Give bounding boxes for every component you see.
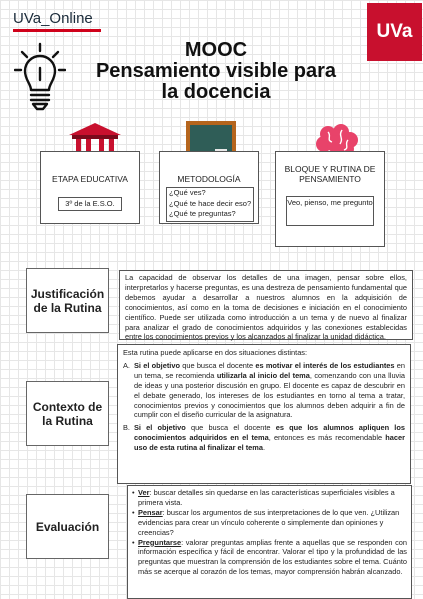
- item-a-bold-2: es motivar el interés de los estudiantes: [255, 360, 395, 370]
- metodologia-header: METODOLOGÍA: [177, 174, 241, 184]
- item-b-text-1: que busca el docente: [185, 423, 276, 433]
- item-a-text-2: en un tema, se recomienda: [134, 360, 406, 380]
- brand-name: UVa_Online: [13, 10, 93, 27]
- bloque-header: BLOQUE Y RUTINA DE PENSAMIENTO: [284, 164, 376, 184]
- item-b-text-3: .: [262, 443, 266, 453]
- title-line-2: Pensamiento visible para: [95, 60, 337, 82]
- item-b-bold-3: hacer uso de esta rutina al finalizar el tema: [134, 433, 406, 453]
- lightbulb-icon: [14, 42, 66, 114]
- contexto-text: [117, 344, 411, 484]
- item-a-bold-3: utilizarla al inicio del tema: [216, 370, 310, 380]
- text-ver: : buscar detalles sin quedarse en las características superficiales visibles a primera vista.: [138, 488, 395, 507]
- logo-text: UVa: [376, 21, 413, 42]
- justificacion-text: La capacidad de observar los detalles de una imagen, pensar sobre ellos, interpretarlos y hacerse preguntas, es una destreza de pensamiento fundamental que debemos ayudar a desarrollar a nuestros alumnos en la adquisición de conocimientos, así como en la toma de decisiones e iniciación en el conocimiento científico. Puede ser utilizada como introducción a un tema y de nuevo al finalizar para analizar el grado de conocimientos adquiridos y las conexiones establecidas entre los conocimientos previos y los alcanzados al finalizar la unidad didáctica.: [119, 270, 413, 340]
- title-line-1: MOOC: [184, 39, 248, 61]
- contexto-label: Contexto de la Rutina: [26, 381, 109, 446]
- page-title: [60, 40, 372, 103]
- question-2: ¿Qué te hace decir eso?: [169, 198, 252, 208]
- item-a-marker: A.: [123, 360, 130, 370]
- evaluacion-label: Evaluación: [26, 494, 109, 559]
- term-ver: Ver: [138, 488, 150, 497]
- bullet: •: [132, 488, 135, 497]
- metodologia-card: [159, 151, 259, 224]
- bullet: •: [132, 507, 135, 517]
- contexto-item-a: [123, 361, 405, 420]
- term-pensar: Pensar: [138, 507, 163, 517]
- evaluacion-item-ver: [132, 488, 407, 508]
- item-b-text-2: , entonces es más recomendable: [268, 433, 386, 443]
- bloque-card: [275, 151, 385, 247]
- term-preguntarse: Preguntarse: [138, 537, 182, 547]
- item-b-marker: B.: [123, 423, 130, 433]
- brand-underline: [13, 29, 101, 32]
- university-building-icon: [67, 121, 123, 155]
- evaluacion-item-preguntarse: [132, 538, 407, 578]
- evaluacion-text: [127, 485, 412, 599]
- question-3: ¿Qué te preguntas?: [169, 209, 236, 218]
- question-1: ¿Qué ves?: [169, 188, 206, 197]
- text-pensar: : buscar los argumentos de sus interpretaciones de lo que ven. ¿Utilizan evidencias para crear un vínculo coherente o simplemente dan opiniones y creencias?: [138, 507, 400, 537]
- etapa-header: ETAPA EDUCATIVA: [52, 174, 128, 184]
- bullet: •: [132, 537, 135, 547]
- contexto-intro: Esta rutina puede aplicarse en dos situaciones distintas:: [123, 348, 308, 357]
- item-a-bold-1: Si el objetivo: [134, 360, 180, 370]
- item-b-bold-2: es que los alumnos apliquen los conocimientos adquiridos en el tema: [134, 423, 405, 443]
- title-line-3: la docencia: [161, 81, 271, 103]
- metodologia-questions: [166, 187, 254, 222]
- evaluacion-item-pensar: [132, 508, 407, 538]
- etapa-card: [40, 151, 140, 224]
- etapa-value: 3º de la E.S.O.: [58, 197, 122, 211]
- item-b-bold-1: Si el objetivo: [134, 423, 186, 433]
- uva-logo: [367, 3, 422, 61]
- text-preguntarse: : valorar preguntas amplias frente a aquellas que se responden con información específica y fácil de encontrar. Valorar el tipo y la profundidad de las preguntas que muestran la comprensión de los estudiantes sobre el tema. Cuánto más se acerque al corazón de los temas, mayor comprensión habrán alcanzado.: [138, 537, 407, 577]
- item-a-text-3: , comenzando con una lluvia de ideas y una posterior discusión en grupo. El docente es capaz de descubrir en el debate generado, los intereses de los estudiantes en torno al tema a tratar, conocimientos previos y conocimientos que los alumnos deben adquirir a fin de cumplir con el diseño curricular de la asignatura.: [134, 370, 406, 420]
- justificacion-label: Justificación de la Rutina: [26, 268, 109, 333]
- item-a-text-1: que busca el docente: [179, 360, 256, 370]
- bloque-value: Veo, pienso, me pregunto: [286, 196, 374, 226]
- contexto-item-b: [123, 423, 405, 453]
